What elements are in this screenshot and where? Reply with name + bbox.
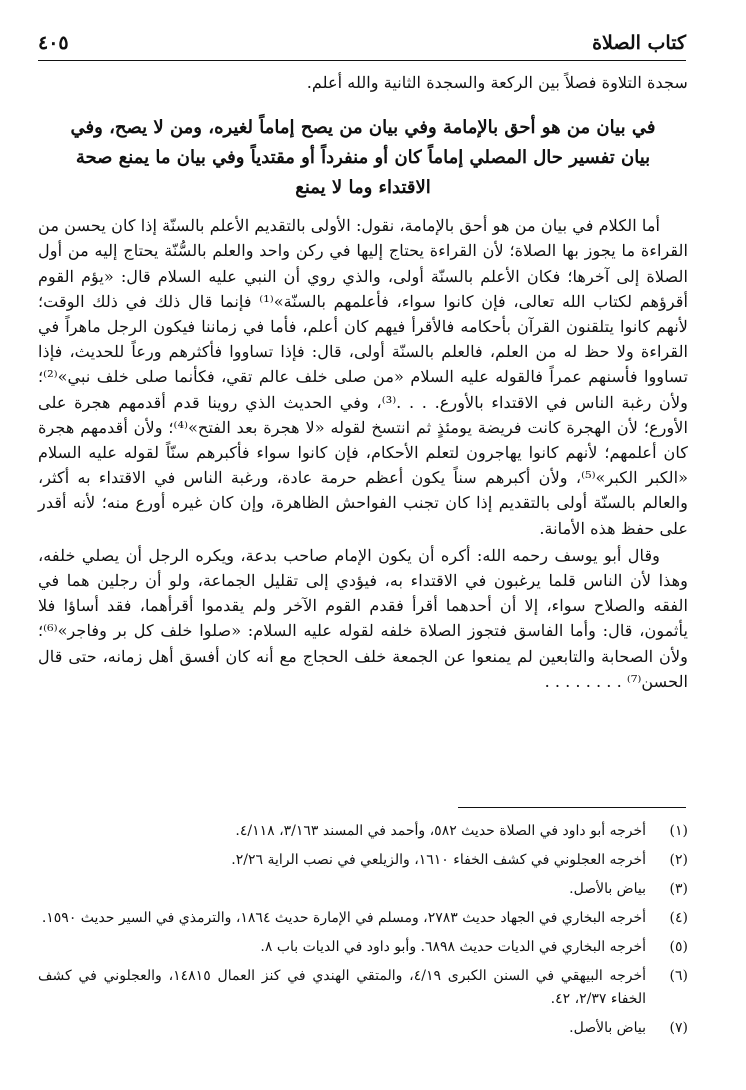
chapter-title: كتاب الصلاة [592,32,686,54]
footnote-text: بياض بالأصل. [569,1020,646,1036]
footnotes [38,820,688,1046]
footnote [38,849,688,872]
page-number: ٤٠٥ [38,32,69,54]
footnote-text: أخرجه أبو داود في الصلاة حديث ٥٨٢، وأحمد في المسند ٣/١٦٣، ٤/١١٨. [235,823,646,839]
paragraph: وقال أبو يوسف رحمه الله: أكره أن يكون الإمام صاحب بدعة، ويكره الرجل أن يصلي خلفه، وهذا لأن الناس قلما يرغبون في الاقتداء به، فيؤدي إلى تقليل الجماعة، ولو أن رجلين هما في الفقه والصلاح سواء، إلا أن أحدهما أقرأ فقدم القوم الآخر ولم يقدموا أقرأهما، فقد أساؤا فلا يأثمون، قال: وأما الفاسق فتجوز الصلاة خلفه لقوله عليه السلام: «صلوا خلف كل بر وفاجر»⁽⁶⁾؛ ولأن الصحابة والتابعين لم يمنعوا عن الجمعة خلف الحجاج مع أنه كان أفسق أهل زمانه، حتى قال الحسن⁽⁷⁾ . . . . . . . . [38,545,688,691]
footnote-number: (٤) [669,910,688,926]
footnote-number: (٧) [669,1020,688,1036]
footnote-text: أخرجه البخاري في الجهاد حديث ٢٧٨٣، ومسلم في الإمارة حديث ١٨٦٤، والترمذي في السير حديث ١٥٩٠. [41,910,646,926]
footnote-text: بياض بالأصل. [569,881,646,897]
footnote-number: (٦) [669,968,688,984]
section-heading: في بيان من هو أحق بالإمامة وفي بيان من يصح إماماً لغيره، ومن لا يصح، وفي بيان تفسير حال المصلي إماماً كان أو منفرداً أو مقتدياً وفي بيان ما يمنع صحة الاقتداء وما لا يمنع [70,117,656,199]
footnote-number: (٣) [669,881,688,897]
main-text [38,70,688,694]
footnote-number: (٢) [669,852,688,868]
footnote-text: أخرجه البخاري في الديات حديث ٦٨٩٨. وأبو داود في الديات باب ٨. [260,939,646,955]
footnote-number: (٥) [669,939,688,955]
footnote [38,965,688,1011]
footnote [38,878,688,901]
footnote [38,820,688,843]
footnote-text: أخرجه العجلوني في كشف الخفاء ١٦١٠، والزيلعي في نصب الراية ٢/٢٦. [231,852,646,868]
intro-line: سجدة التلاوة فصلاً بين الركعة والسجدة الثانية والله أعلم. [306,73,688,92]
footnote-number: (١) [669,823,688,839]
footnote [38,1017,688,1040]
footnote [38,907,688,930]
footnote [38,936,688,959]
running-header [38,24,686,61]
footnote-separator [458,807,686,808]
footnote-text: أخرجه البيهقي في السنن الكبرى ٤/١٩، والمتقي الهندي في كنز العمال ١٤٨١٥، والعجلوني في كشف الخفاء ٢/٣٧، ٤٢. [38,968,646,1007]
paragraph: أما الكلام في بيان من هو أحق بالإمامة، نقول: الأولى بالتقديم الأعلم بالسنّة إذا كان يحسن من القراءة ما يجوز بها الصلاة؛ لأن القراءة يحتاج إليها في ركن واحد والعلم بالسُّنّة يحتاج إليه من أول الصلاة إلى آخرها؛ فكان الأعلم بالسنّة أولى، والذي روي أن النبي عليه السلام قال: «يؤم القوم أقرؤهم لكتاب الله تعالى، فإن كانوا سواء، فأعلمهم بالسنّة»⁽¹⁾ فإنما قال ذلك في ذلك الوقت؛ لأنهم كانوا يتلقنون القرآن بأحكامه فالأقرأ فيهم كان أعلم، فأما في زماننا فيكون الرجل ماهراً في القراءة ولا حظ له من العلم، فالعلم بالسنّة أولى، قال: فإذا تساووا فأكثرهم ورعاً للحديث، فإذا تساووا فأسنهم عمراً فالقوله عليه السلام «من صلى خلف عالم تقي، فكأنما صلى خلف نبي»⁽²⁾؛ ولأن رغبة الناس في الاقتداء بالأورع. . . .⁽³⁾، وفي الحديث الذي روينا قدم أقدمهم هجرة على الأورع؛ لأن الهجرة كانت فريضة يومئذٍ ثم انتسخ لقوله «لا هجرة بعد الفتح»⁽⁴⁾؛ ولأن أقدمهم هجرة كان أعلمهم؛ لأنهم كانوا يهاجرون لتعلم الأحكام، فإن كانوا سواء فأكبرهم سنّاً لقوله عليه السلام «الكبر الكبر»⁽⁵⁾، ولأن أكبرهم سناً يكون أعظم حرمة عادة، ورغبة الناس في الاقتداء به أكثر، والعالم بالسنّة أولى بالتقديم إذا كان تجنب الفواحش الظاهرة، وإن كان غيره أورع منه؛ لأنه أقدر على حفظ هذه الأمانة. [38,216,688,538]
